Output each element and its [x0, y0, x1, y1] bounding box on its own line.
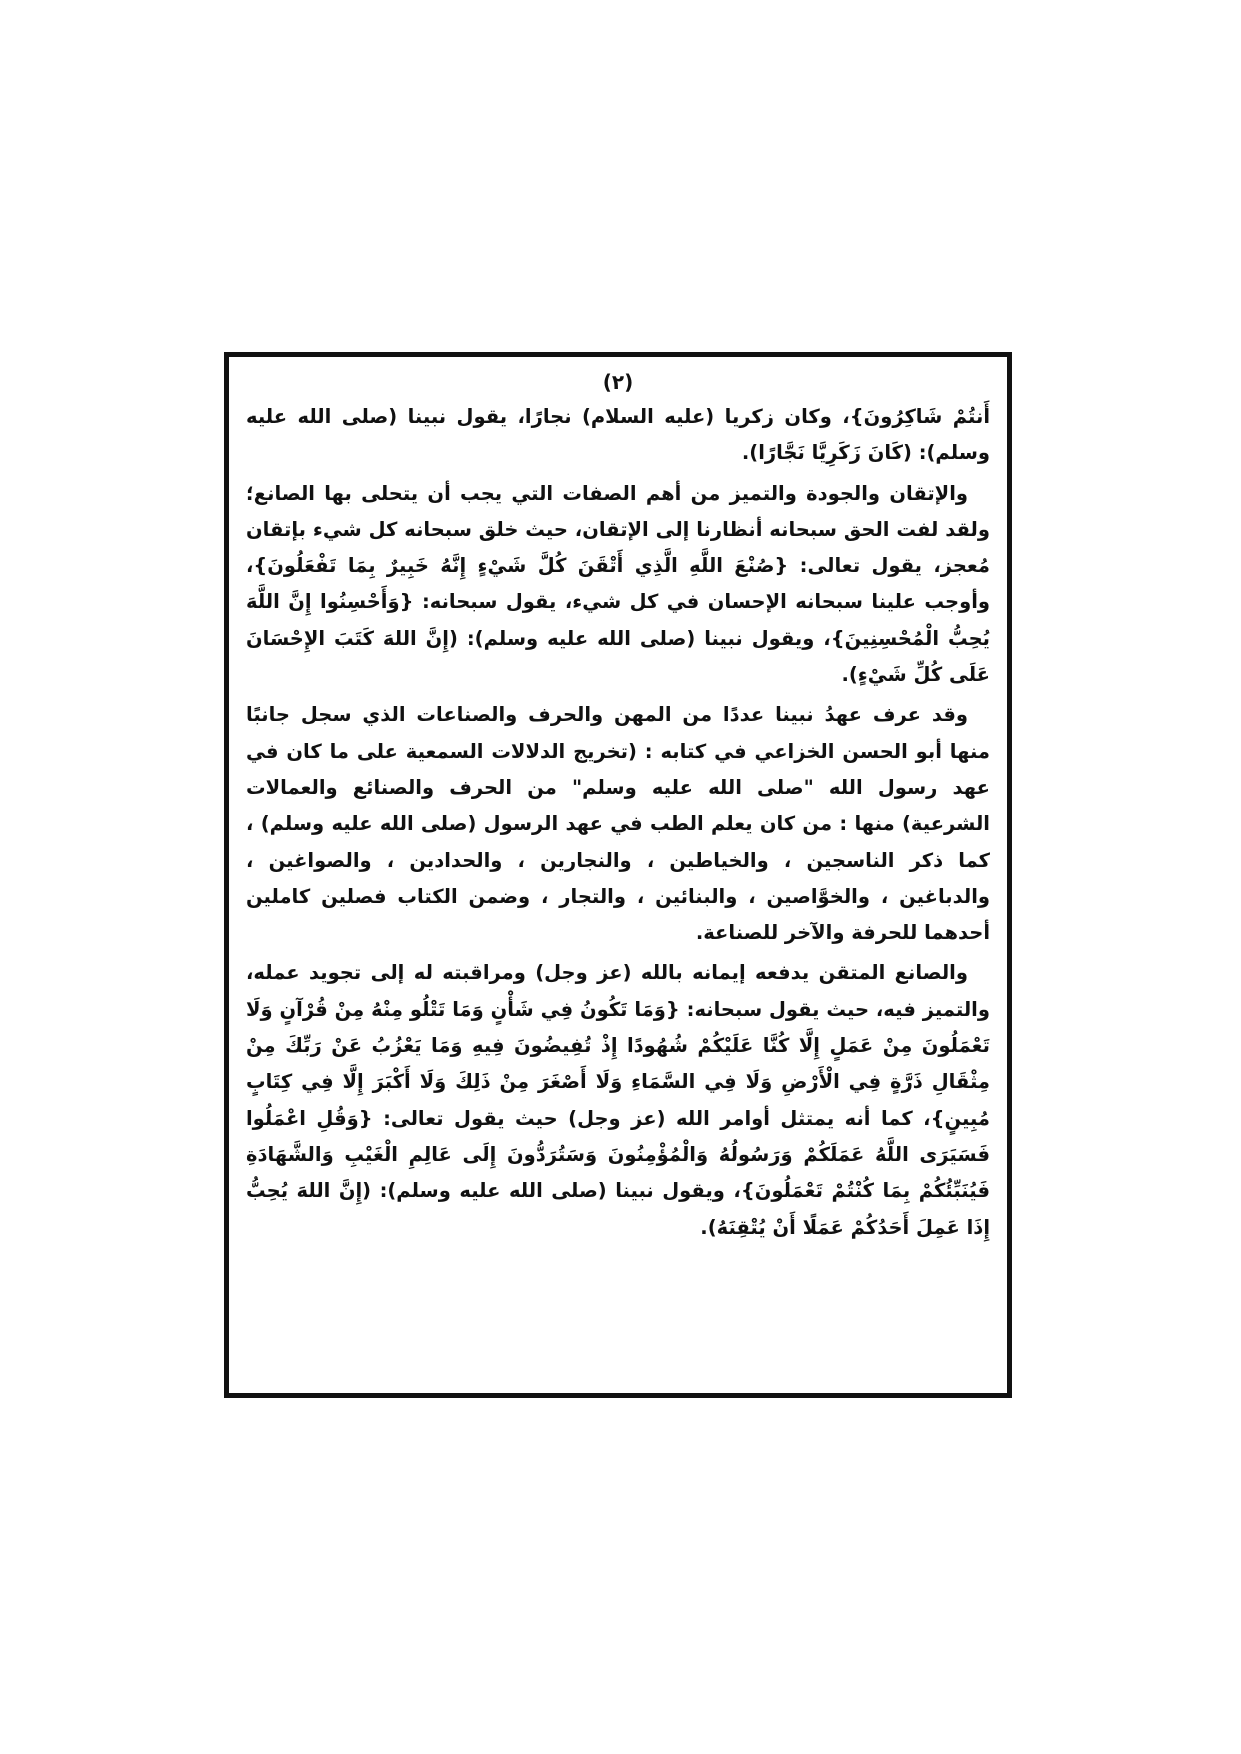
paragraph-2: والإتقان والجودة والتميز من أهم الصفات التي يجب أن يتحلى بها الصانع؛ ولقد لفت الحق سبحانه أنظارنا إلى الإتقان، حيث خلق سبحانه كل شيء بإتقان مُعجز، يقول تعالى: {صُنْعَ اللَّهِ الَّذِي أَتْقَنَ كُلَّ شَيْءٍ إِنَّهُ خَبِيرٌ بِمَا تَفْعَلُونَ}، وأوجب علينا سبحانه الإحسان في كل شيء، يقول سبحانه: {وَأَحْسِنُوا إِنَّ اللَّهَ يُحِبُّ الْمُحْسِنِينَ}، ويقول نبينا (صلى الله عليه وسلم): (إِنَّ اللهَ كَتَبَ الإِحْسَانَ عَلَى كُلِّ شَيْءٍ). [246, 481, 990, 687]
paragraph-4: والصانع المتقن يدفعه إيمانه بالله (عز وجل) ومراقبته له إلى تجويد عمله، والتميز فيه، حيث يقول سبحانه: {وَمَا تَكُونُ فِي شَأْنٍ وَمَا تَتْلُو مِنْهُ مِنْ قُرْآنٍ وَلَا تَعْمَلُونَ مِنْ عَمَلٍ إِلَّا كُنَّا عَلَيْكُمْ شُهُودًا إِذْ تُفِيضُونَ فِيهِ وَمَا يَعْزُبُ عَنْ رَبِّكَ مِنْ مِثْقَالِ ذَرَّةٍ فِي الْأَرْضِ وَلَا فِي السَّمَاءِ وَلَا أَصْغَرَ مِنْ ذَلِكَ وَلَا أَكْبَرَ إِلَّا فِي كِتَابٍ مُبِينٍ}، كما أنه يمتثل أوامر الله (عز وجل) حيث يقول تعالى: {وَقُلِ اعْمَلُوا فَسَيَرَى اللَّهُ عَمَلَكُمْ وَرَسُولُهُ وَالْمُؤْمِنُونَ وَسَتُرَدُّونَ إِلَى عَالِمِ الْغَيْبِ وَالشَّهَادَةِ فَيُنَبِّئُكُمْ بِمَا كُنْتُمْ تَعْمَلُونَ}، ويقول نبينا (صلى الله عليه وسلم): (إِنَّ اللهَ يُحِبُّ إِذَا عَمِلَ أَحَدُكُمْ عَمَلًا أَنْ يُتْقِنَهُ). [246, 961, 990, 1239]
paragraph-3: وقد عرف عهدُ نبينا عددًا من المهن والحرف والصناعات الذي سجل جانبًا منها أبو الحسن الخزاعي في كتابه : (تخريج الدلالات السمعية على ما كان في عهد رسول الله "صلى الله عليه وسلم" من الحرف والصنائع والعمالات الشرعية) منها : من كان يعلم الطب في عهد الرسول (صلى الله عليه وسلم) ، كما ذكر الناسجين ، والخياطين ، والنجارين ، والحدادين ، والصواغين ، والدباغين ، والخوَّاصين ، والبنائين ، والتجار ، وضمن الكتاب فصلين كاملين أحدهما للحرفة والآخر للصناعة. [246, 703, 990, 945]
page-content [246, 365, 990, 1385]
page-border-frame [224, 352, 1012, 1398]
paragraph-1: أَنتُمْ شَاكِرُونَ}، وكان زكريا (عليه السلام) نجارًا، يقول نبينا (صلى الله عليه وسلم): (كَانَ زَكَرِيَّا نَجَّارًا). [246, 405, 990, 465]
page-number: (٢) [602, 370, 634, 394]
